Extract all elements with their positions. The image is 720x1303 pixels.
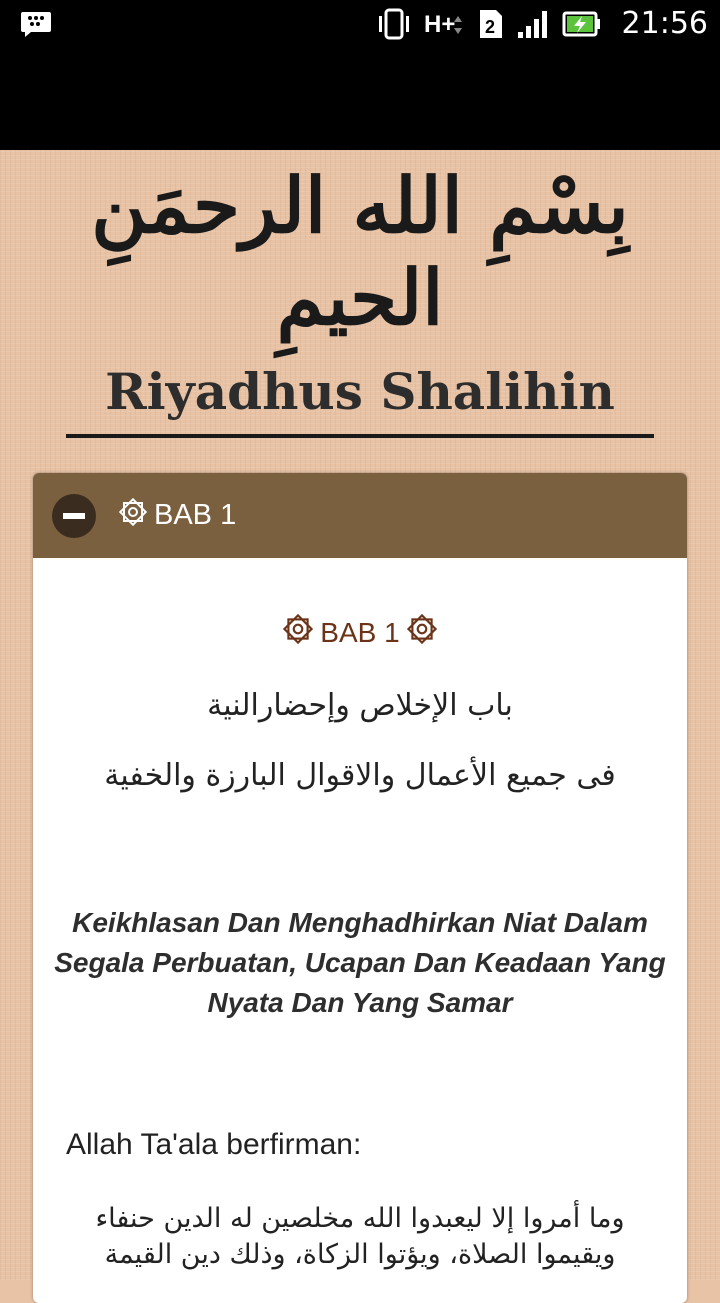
quran-verse: وما أمروا إلا ليعبدوا الله مخلصين له الدين حنفاء ويقيموا الصلاة، ويؤتوا الزكاة، وذلك دين القيمة: [95, 1203, 625, 1270]
sim-slot-label: 2: [485, 17, 496, 37]
basmala-heading: بِسْمِ الله الرحمَنِ الحيمِ: [91, 161, 629, 342]
panel-header-label: [118, 497, 236, 535]
panel-header-text: BAB 1: [154, 499, 237, 531]
status-time: 21:56: [621, 6, 708, 41]
bab-panel: [33, 473, 687, 1303]
bab-heading-text: BAB 1: [320, 616, 400, 648]
title-divider: [66, 434, 654, 438]
panel-header[interactable]: [33, 473, 687, 558]
network-type-icon: [424, 8, 466, 44]
collapse-button[interactable]: [52, 494, 96, 538]
arabic-title-line-2: فى جميع الأعمال والاقوال البارزة والخفية: [104, 758, 616, 793]
arabic-title-line-1: باب الإخلاص وإحضارالنية: [207, 688, 513, 723]
firman-intro: Allah Ta'ala berfirman:: [66, 1128, 362, 1161]
ornament-star-icon: [282, 613, 314, 652]
app-title: Riyadhus Shalihin: [105, 362, 615, 421]
bab-heading: [33, 613, 687, 652]
app-bar: [0, 50, 720, 150]
battery-charging-icon: [562, 8, 602, 44]
vibrate-icon: [376, 8, 412, 44]
translation-text: Keikhlasan Dan Menghadhirkan Niat Dalam Segala Perbuatan, Ucapan Dan Keadaan Yang Nyata Dan Yang Samar: [54, 907, 666, 1018]
sim-icon: [478, 8, 504, 44]
ornament-star-icon: [406, 613, 438, 652]
status-bar: [0, 0, 720, 50]
network-type-label: H+: [424, 11, 456, 38]
ornament-star-icon: [118, 497, 148, 535]
bbm-notification-icon: [20, 10, 52, 42]
signal-icon: [516, 8, 550, 44]
